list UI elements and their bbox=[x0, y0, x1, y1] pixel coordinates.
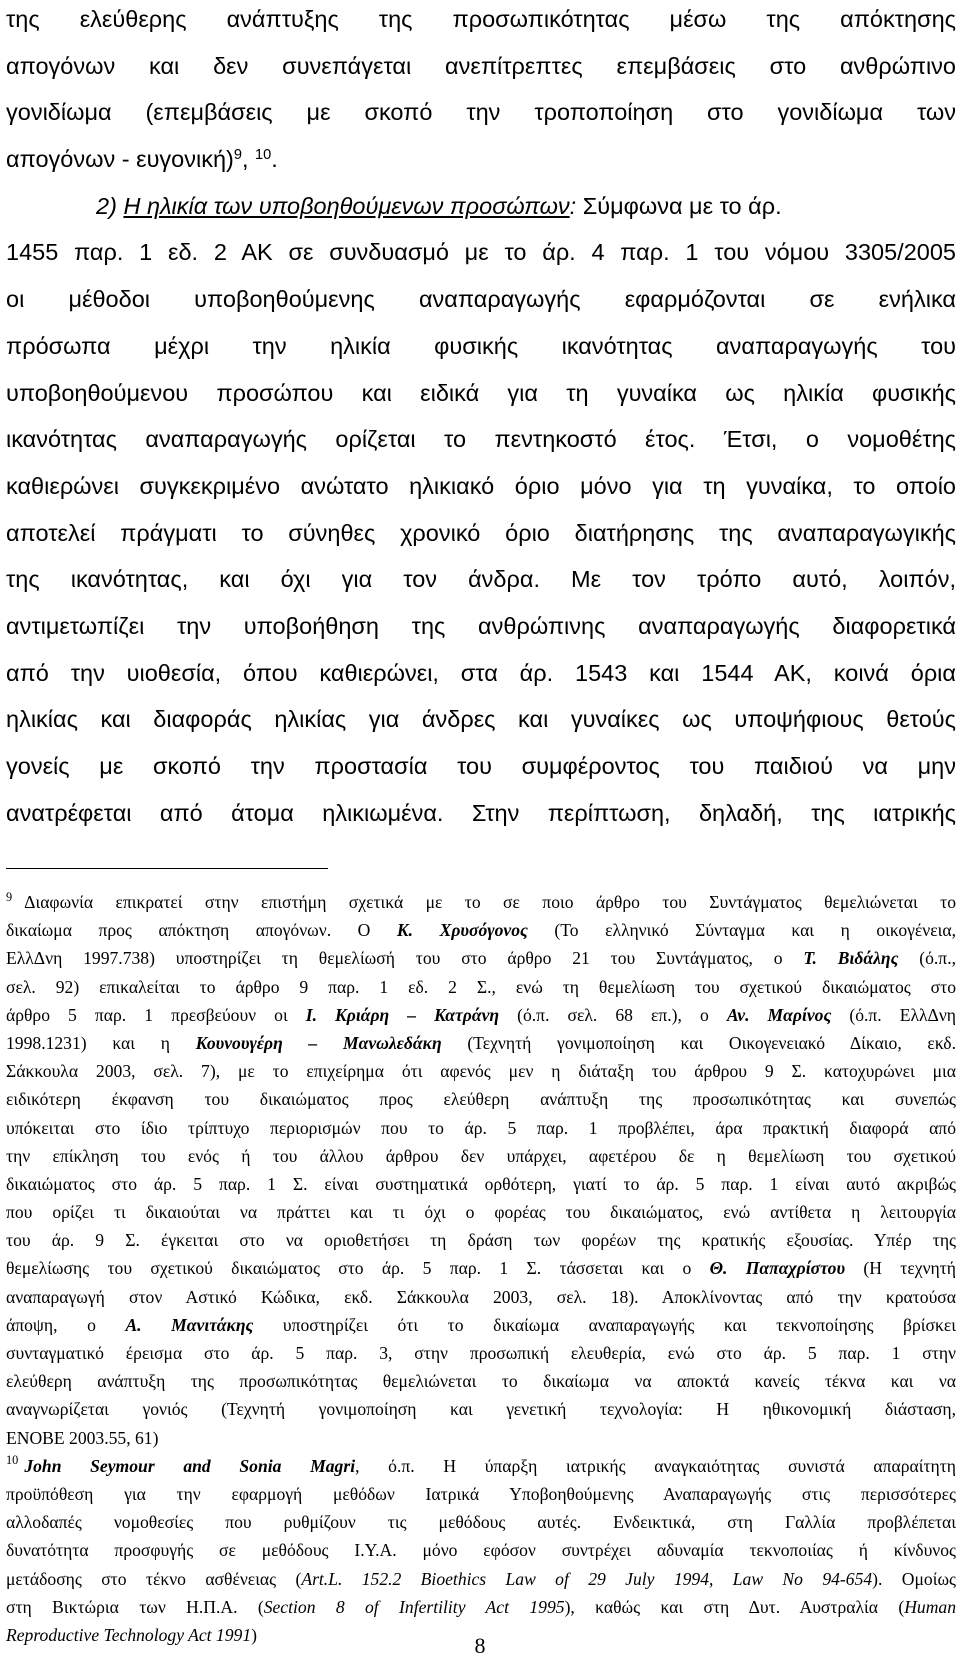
footnote-text: στη Βικτώρια των Η.Π.Α. ( bbox=[6, 1596, 264, 1617]
body-text bbox=[6, 0, 956, 836]
footnote-9-line: υπόκειται στο ίδιο τρίπτυχο περιορισμών που το άρ. 5 παρ. 1 προβλέπει, άρα πρακτική διαφορά από bbox=[6, 1117, 956, 1138]
section-heading: Η ηλικία των υποβοηθούμενων προσώπων bbox=[123, 192, 570, 219]
footnote-text: (Τεχνητή γονιμοποίηση και Οικογενειακό Δίκαιο, εκδ. bbox=[441, 1032, 956, 1053]
footnote-text: (ό.π., bbox=[898, 948, 956, 969]
footnote-text: ΕλλΔνη 1997.738) υποστηρίζει τη θεμελίωσή του στο άρθρο 21 του Συντάγματος, ο bbox=[6, 948, 804, 969]
body-text-span: , bbox=[241, 146, 256, 173]
footnote-text: (ό.π. σελ. 68 επ.), ο bbox=[499, 1004, 727, 1025]
body-line: πρόσωπα μέχρι την ηλικία φυσικής ικανότητας αναπαραγωγής του bbox=[6, 332, 956, 359]
footnote-text: ), καθώς και στη Δυτ. Αυστραλία ( bbox=[564, 1596, 905, 1617]
footnote-text: μετάδοσης στο τέκνο ασθένειας ( bbox=[6, 1568, 302, 1589]
footnote-text: ). Ομοίως bbox=[872, 1568, 956, 1589]
footnote-9-line bbox=[6, 888, 956, 916]
footnote-10-line bbox=[6, 1565, 956, 1593]
footnote-9-line: αναγνωρίζεται γονιός (Τεχνητή γονιμοποίηση και γενετική τεχνολογία: Η ηθικονομική διάσταση, bbox=[6, 1399, 956, 1420]
body-line: της ικανότητας, και όχι για τον άνδρα. Με τον τρόπο αυτό, λοιπόν, bbox=[6, 566, 956, 593]
footnote-text: υποστηρίζει ότι το δικαίωμα αναπαραγωγής και τεκνοποίησης βρίσκει bbox=[253, 1314, 956, 1335]
footnote-text: Διαφωνία επικρατεί στην επιστήμη σχετικά με το σε ποιο άρθρο του Συντάγματος θεμελιώνεται το bbox=[24, 892, 956, 912]
footnote-9-line bbox=[6, 944, 956, 972]
author-name: Ι. Κριάρη – Κατράνη bbox=[305, 1004, 500, 1025]
author-name: Αν. Μαρίνος bbox=[726, 1004, 832, 1025]
legal-citation: Section 8 of Infertility Act 1995 bbox=[263, 1596, 565, 1617]
body-line: της ελεύθερης ανάπτυξης της προσωπικότητας μέσω της απόκτησης bbox=[6, 6, 956, 32]
footnote-9-line bbox=[6, 1254, 956, 1282]
footnote-separator bbox=[6, 868, 328, 869]
footnote-9-line: ειδικότερη έκφανση του δικαιώματος προς ελεύθερη ανάπτυξη της προσωπικότητας και συνεπώς bbox=[6, 1089, 956, 1110]
body-line: αποτελεί πράγματι το σύνηθες χρονικό όριο διατήρησης της αναπαραγωγικής bbox=[6, 519, 956, 546]
section-number: 2) bbox=[96, 192, 124, 219]
footnote-10-line: δυνατότητα προσφυγής σε μεθόδους Ι.Υ.Α. μόνο εφόσον συντρέχει αδυναμία τεκνοποιίας ή κίνδυνος bbox=[6, 1540, 956, 1561]
footnote-9-line: την επίκληση του ενός ή του άλλου άρθρου δεν υπάρχει, αφετέρου δε η θεμελίωση του σχετικού bbox=[6, 1145, 956, 1166]
legal-citation: Art.L. 152.2 Bioethics Law of 29 July 1994, Law No 94-654 bbox=[301, 1568, 873, 1589]
body-line bbox=[6, 136, 956, 183]
body-line: οι μέθοδοι υποβοηθούμενης αναπαραγωγής εφαρμόζονται σε ενήλικα bbox=[6, 286, 956, 313]
author-name: Α. Μανιτάκης bbox=[125, 1314, 254, 1335]
footnote-text: (Η τεχνητή bbox=[845, 1258, 956, 1279]
footnote-9-line: ΕΝΟΒΕ 2003.55, 61) bbox=[6, 1427, 159, 1448]
legal-citation: Human bbox=[904, 1596, 956, 1617]
body-line: από την υιοθεσία, όπου καθιερώνει, στα άρ. 1543 και 1544 ΑΚ, κοινά όρια bbox=[6, 659, 956, 686]
footnote-text: 1998.1231) και η bbox=[6, 1032, 196, 1053]
body-line: ανατρέφεται από άτομα ηλικιωμένα. Στην περίπτωση, δηλαδή, της ιατρικής bbox=[6, 799, 956, 826]
page-number: 8 bbox=[474, 1633, 486, 1658]
author-name: Θ. Παπαχρίστου bbox=[709, 1258, 846, 1279]
body-line: γονιδίωμα (επεμβάσεις με σκοπό την τροποποίηση στο γονιδίωμα των bbox=[6, 99, 956, 126]
section-heading-line bbox=[6, 183, 956, 230]
body-line: καθιερώνει συγκεκριμένο ανώτατο ηλικιακό όριο μόνο για τη γυναίκα, το οποίο bbox=[6, 472, 956, 499]
footnote-text: δικαίωμα προς απόκτηση απογόνων. Ο bbox=[6, 920, 397, 941]
footnote-text: άρθρο 5 παρ. 1 πρεσβεύουν οι bbox=[6, 1004, 306, 1025]
footnote-10-line bbox=[6, 1452, 956, 1480]
body-line: υποβοηθούμενου προσώπου και ειδικά για τη γυναίκα ως ηλικία φυσικής bbox=[6, 379, 956, 406]
footnote-9-line bbox=[6, 1001, 956, 1029]
footnote-9-line: που ορίζει τι δικαιούται να πράττει και τι όχι ο φορέας του δικαιώματος, ενώ αντίθετα η λειτουργία bbox=[6, 1202, 956, 1223]
body-line: 1455 παρ. 1 εδ. 2 ΑΚ σε συνδυασμό με το άρ. 4 παρ. 1 του νόμου 3305/2005 bbox=[6, 239, 956, 266]
footnote-9-line: του άρ. 9 Σ. έγκειται στο να οριοθετήσει τη δράση των φορέων της κρατικής εξουσίας. Υπέρ της bbox=[6, 1230, 956, 1251]
footnote-9-line: αναπαραγωγή στον Αστικό Κώδικα, εκδ. Σάκκουλα 2003, σελ. 18). Αποκλίνοντας από την κρατούσα bbox=[6, 1286, 956, 1307]
body-text-span: Σύμφωνα με το άρ. bbox=[582, 192, 782, 219]
author-name: Κ. Χρυσόγονος bbox=[396, 920, 528, 941]
footnote-ref-10[interactable]: 10 bbox=[255, 147, 272, 164]
author-name: Τ. Βιδάλης bbox=[803, 948, 899, 969]
body-line: ηλικίας και διαφοράς ηλικίας για άνδρες και γυναίκες ως υποψήφιους θετούς bbox=[6, 706, 956, 733]
footnote-marker-9: 9 bbox=[6, 889, 13, 904]
footnote-text: (ό.π. ΕλλΔνη bbox=[831, 1004, 957, 1025]
footnote-marker-10: 10 bbox=[6, 1453, 19, 1468]
author-name: John Seymour and Sonia Magri bbox=[24, 1455, 356, 1476]
footnote-10-line: αλλοδαπές νομοθεσίες που ρυθμίζουν τις μεθόδους αυτές. Ενδεικτικά, στη Γαλλία προβλέπεται bbox=[6, 1512, 956, 1533]
author-name: Κουνουγέρη – Μανωλεδάκη bbox=[195, 1032, 442, 1053]
footnote-9-line bbox=[6, 1311, 956, 1339]
footnote-ref-9[interactable]: 9 bbox=[233, 147, 242, 164]
footnote-text: , ό.π. Η ύπαρξη ιατρικής αναγκαιότητας συνιστά απαραίτητη bbox=[355, 1455, 956, 1476]
body-line: αντιμετωπίζει την υποβοήθηση της ανθρώπινης αναπαραγωγής διαφορετικά bbox=[6, 612, 956, 639]
body-text-span: . bbox=[271, 146, 278, 173]
footnote-text: θεμελίωσης του σχετικού δικαιώματος στο άρ. 5 παρ. 1 Σ. τάσσεται και ο bbox=[6, 1258, 710, 1279]
footnote-9-line: ελεύθερη ανάπτυξη της προσωπικότητας θεμελιώνεται το δικαίωμα να αποκτά κανείς τέκνα και να bbox=[6, 1371, 956, 1392]
footnote-text: άποψη, ο bbox=[6, 1314, 126, 1335]
footnote-9-line: Σάκκουλα 2003, σελ. 7), με το επιχείρημα ότι αφενός μεν η διάταξη του άρθρου 9 Σ. κατοχυρώνει μια bbox=[6, 1061, 956, 1082]
footnote-10-line bbox=[6, 1593, 956, 1621]
body-line: απογόνων και δεν συνεπάγεται ανεπίτρεπτες επεμβάσεις στο ανθρώπινο bbox=[6, 52, 956, 79]
footnote-text: ) bbox=[251, 1624, 257, 1645]
body-line: γονείς με σκοπό την προστασία του συμφέροντος του παιδιού να μην bbox=[6, 753, 956, 779]
footnote-text: (Το ελληνικό Σύνταγμα και η οικογένεια, bbox=[527, 920, 956, 941]
footnote-9-line bbox=[6, 1029, 956, 1057]
legal-citation: Reproductive Technology Act 1991 bbox=[6, 1624, 252, 1645]
body-text-span: : bbox=[569, 192, 583, 219]
body-line: ικανότητας αναπαραγωγής ορίζεται το πεντηκοστό έτος. Έτσι, ο νομοθέτης bbox=[6, 426, 956, 453]
footnote-9-line: συνταγματικό έρεισμα στο άρ. 5 παρ. 3, στην προσωπική ελευθερία, ενώ στο άρ. 5 παρ. 1 στην bbox=[6, 1343, 956, 1363]
footnote-9-line: δικαιώματος στο άρ. 5 παρ. 1 Σ. είναι συστηματικά ορθότερη, γιατί το άρ. 5 παρ. 1 είναι αυτό ακριβώς bbox=[6, 1173, 956, 1194]
body-text-span: απογόνων - ευγονική) bbox=[6, 146, 234, 173]
footnote-9-line bbox=[6, 916, 956, 944]
footnotes bbox=[6, 888, 956, 1649]
footnote-9-line: σελ. 92) επικαλείται το άρθρο 9 παρ. 1 εδ. 2 Σ., ενώ τη θεμελίωση του σχετικού δικαιώματος στο bbox=[6, 976, 956, 997]
footnote-10-line: προϋπόθεση για την εφαρμογή μεθόδων Ιατρικά Υποβοηθούμενης Αναπαραγωγής στις περισσότερες bbox=[6, 1483, 956, 1504]
